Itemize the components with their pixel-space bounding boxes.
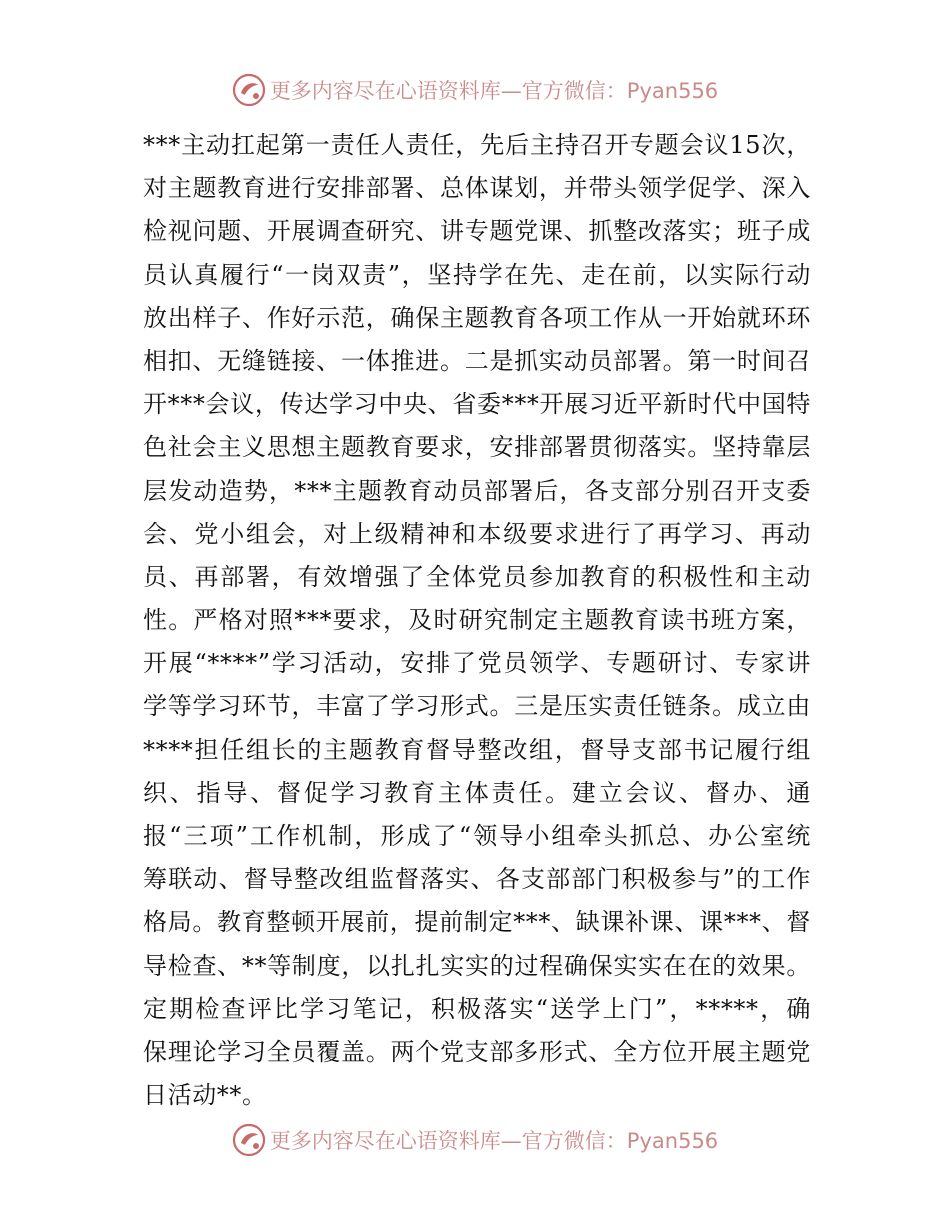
body-line: 格局。教育整顿开展前，提前制定***、缺课补课、课***、督	[143, 908, 811, 937]
body-line: 对主题教育进行安排部署、总体谋划，并带头领学促学、深入	[143, 174, 811, 203]
body-line: ****担任组长的主题教育督导整改组，督导支部书记履行组	[143, 735, 811, 764]
body-line: 开展“****”学习活动，安排了党员领学、专题研讨、专家讲	[143, 649, 811, 678]
body-line: ***主动扛起第一责任人责任，先后主持召开专题会议15次，	[143, 131, 811, 159]
body-line: 放出样子、作好示范，确保主题教育各项工作从一开始就环环	[143, 303, 811, 332]
body-line-last: 日活动**。	[143, 1081, 267, 1110]
brand-logo-icon	[232, 73, 266, 107]
body-line: 员认真履行“一岗双责”，坚持学在先、走在前，以实际行动	[143, 260, 811, 289]
body-line: 相扣、无缝链接、一体推进。二是抓实动员部署。第一时间召	[143, 346, 811, 375]
body-line: 定期检查评比学习笔记，积极落实“送学上门”，*****，确	[143, 994, 811, 1023]
header-banner-text: 更多内容尽在心语资料库—官方微信：Pyan556	[269, 79, 719, 103]
body-line: 学等学习环节，丰富了学习形式。三是压实责任链条。成立由	[143, 692, 811, 721]
body-line: 报“三项”工作机制，形成了“领导小组牵头抓总、办公室统	[143, 822, 811, 850]
body-line: 导检查、**等制度，以扎扎实实的过程确保实实在在的效果。	[143, 951, 811, 980]
body-line: 会、党小组会，对上级精神和本级要求进行了再学习、再动	[143, 519, 811, 548]
body-line: 保理论学习全员覆盖。两个党支部多形式、全方位开展主题党	[143, 1037, 811, 1066]
brand-logo-icon	[232, 1123, 266, 1157]
document-body	[143, 124, 811, 1117]
body-line: 筹联动、督导整改组监督落实、各支部部门积极参与”的工作	[143, 865, 811, 894]
body-line: 开***会议，传达学习中央、省委***开展习近平新时代中国特	[143, 390, 811, 419]
body-line: 层发动造势，***主题教育动员部署后，各支部分别召开支委	[143, 476, 811, 505]
body-line: 员、再部署，有效增强了全体党员参加教育的积极性和主动	[143, 562, 811, 591]
footer-watermark-banner	[0, 1120, 950, 1160]
body-line: 性。严格对照***要求，及时研究制定主题教育读书班方案，	[143, 606, 811, 635]
footer-banner-text: 更多内容尽在心语资料库—官方微信：Pyan556	[269, 1129, 719, 1153]
body-line: 色社会主义思想主题教育要求，安排部署贯彻落实。坚持靠层	[143, 433, 811, 462]
header-watermark-banner	[0, 70, 950, 110]
body-line: 织、指导、督促学习教育主体责任。建立会议、督办、通	[143, 778, 811, 807]
body-line: 检视问题、开展调查研究、讲专题党课、抓整改落实；班子成	[143, 217, 811, 246]
